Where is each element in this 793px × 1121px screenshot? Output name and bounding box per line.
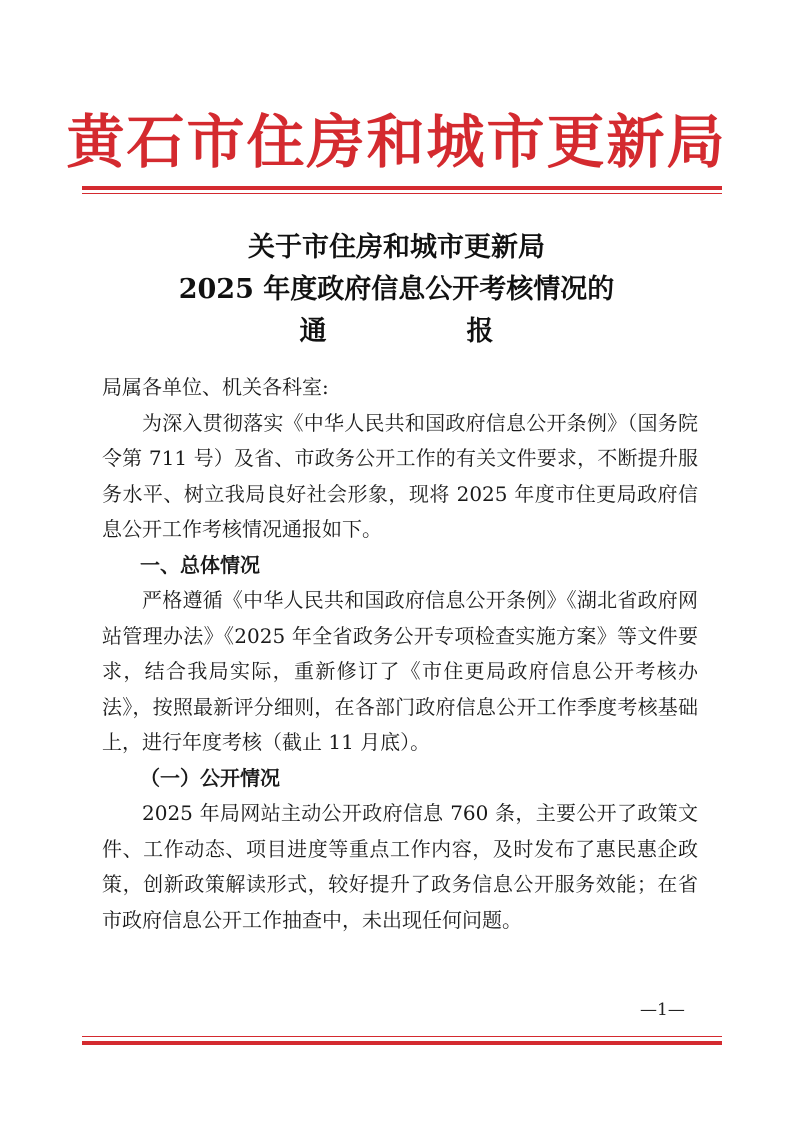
footer-rule-thick: [82, 1041, 722, 1045]
page-number: —1—: [640, 1000, 685, 1020]
document-body: [102, 370, 698, 938]
section-heading-overall: 一、总体情况: [140, 552, 260, 577]
subsection-heading-disclosure: （一）公开情况: [140, 765, 280, 790]
doc-title-char-tong: 通: [299, 316, 327, 347]
doc-title-char-bao: 报: [466, 316, 494, 347]
agency-masthead: 黄石市住房和城市更新局: [66, 108, 727, 176]
footer-rule-thin: [82, 1036, 722, 1037]
masthead-rule-thick: [82, 186, 722, 190]
paragraph-disclosure: 2025 年局网站主动公开政府信息 760 条，主要公开了政策文件、工作动态、项目进度等重点工作内容，及时发布了惠民惠企政策，创新政策解读形式，较好提升了政务信息公开服务效能；在省市政府信息公开工作抽查中，未出现任何问题。: [102, 801, 698, 932]
doc-title-line3: [0, 312, 793, 352]
doc-title-line2: 2025 年度政府信息公开考核情况的: [178, 274, 615, 305]
paragraph-overall: 严格遵循《中华人民共和国政府信息公开条例》《湖北省政府网站管理办法》《2025 年全省政务公开专项检查实施方案》等文件要求，结合我局实际，重新修订了《市住更局政府信息公开考核办法》，按照最新评分细则，在各部门政府信息公开工作季度考核基础上，进行年度考核（截止 11 月底）。: [102, 588, 698, 754]
salutation: 局属各单位、机关各科室:: [102, 375, 329, 399]
doc-title-line1: 关于市住房和城市更新局: [248, 232, 545, 263]
masthead-rule-thin: [82, 193, 722, 194]
paragraph-intro: 为深入贯彻落实《中华人民共和国政府信息公开条例》（国务院令第 711 号）及省、市政务公开工作的有关文件要求，不断提升服务水平、树立我局良好社会形象，现将 2025 年度市住更局政府信息公开工作考核情况通报如下。: [102, 410, 698, 541]
